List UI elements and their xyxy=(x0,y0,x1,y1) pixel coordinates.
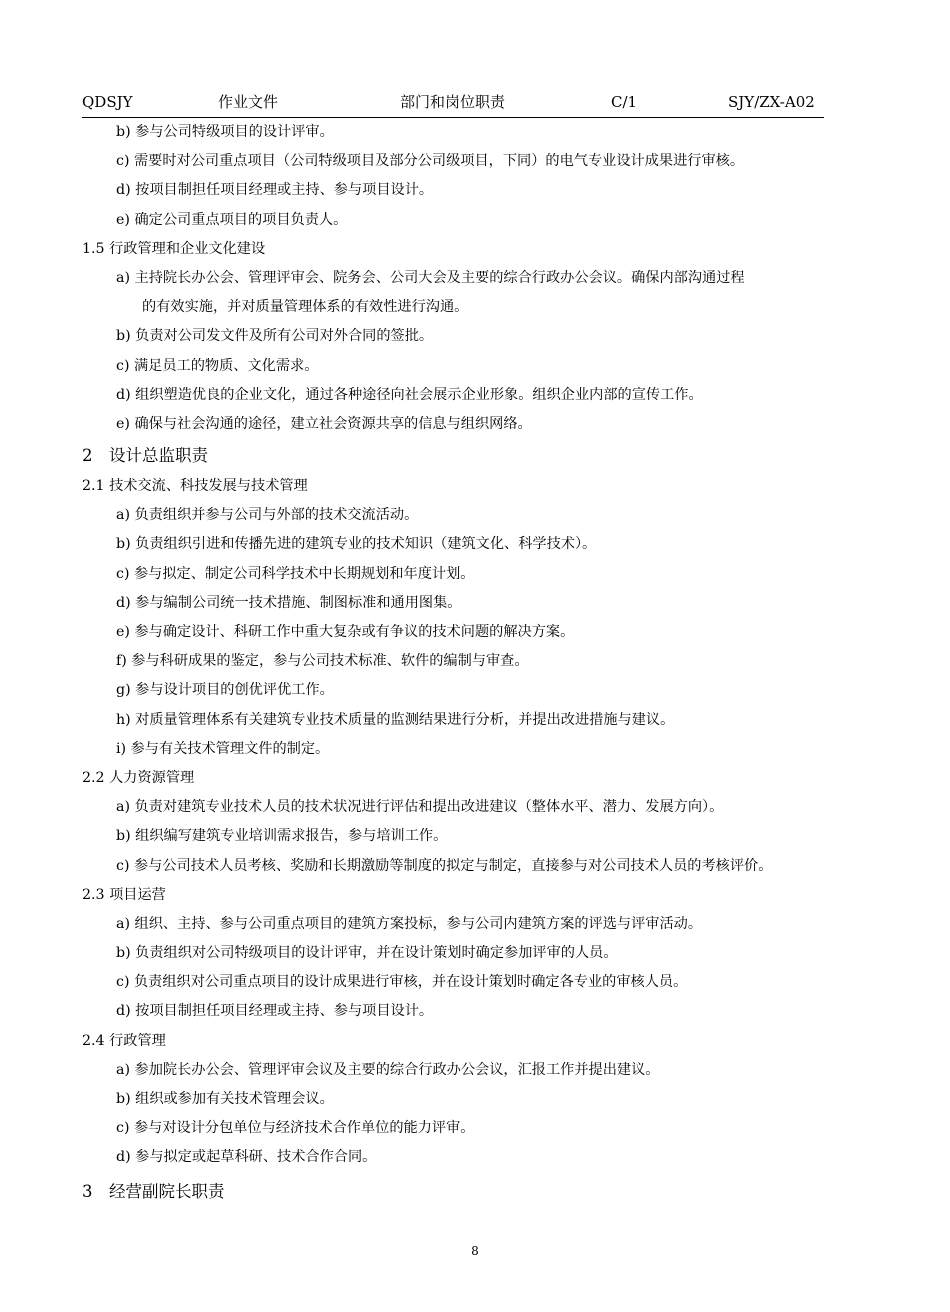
list-item: b) 参与公司特级项目的设计评审。 xyxy=(116,124,334,140)
header-doc-title: 部门和岗位职责 xyxy=(400,93,506,111)
subsection-heading: 2.2 人力资源管理 xyxy=(82,769,195,786)
list-item: b) 负责组织引进和传播先进的建筑专业的技术知识（建筑文化、科学技术）。 xyxy=(116,536,597,553)
section-heading xyxy=(82,1176,882,1208)
list-item: d) 参与编制公司统一技术措施、制图标准和通用图集。 xyxy=(116,594,462,611)
list-item-continuation: 的有效实施，并对质量管理体系的有效性进行沟通。 xyxy=(142,299,469,316)
list-item: d) 按项目制担任项目经理或主持、参与项目设计。 xyxy=(116,1003,434,1020)
list-item: a) 负责组织并参与公司与外部的技术交流活动。 xyxy=(116,507,419,524)
list-item: c) 需要时对公司重点项目（公司特级项目及部分公司级项目，下同）的电气专业设计成果进行审核。 xyxy=(116,153,745,170)
list-item: a) 组织、主持、参与公司重点项目的建筑方案投标，参与公司内建筑方案的评选与评审活动。 xyxy=(116,915,703,932)
header-version: C/1 xyxy=(611,93,638,111)
header-doc-number: SJY/ZX-A02 xyxy=(728,93,815,111)
list-item: h) 对质量管理体系有关建筑专业技术质量的监测结果进行分析，并提出改进措施与建议。 xyxy=(116,711,675,728)
list-item: b) 负责组织对公司特级项目的设计评审，并在设计策划时确定参加评审的人员。 xyxy=(116,945,618,962)
list-item: a) 参加院长办公会、管理评审会议及主要的综合行政办公会议，汇报工作并提出建议。 xyxy=(116,1061,660,1078)
subsection-heading: 2.3 项目运营 xyxy=(82,886,166,903)
subsection-heading: 1.5 行政管理和企业文化建设 xyxy=(82,240,266,257)
list-item: c) 参与公司技术人员考核、奖励和长期激励等制度的拟定与制定，直接参与对公司技术人员的考核评价。 xyxy=(116,857,773,874)
list-item: i) 参与有关技术管理文件的制定。 xyxy=(116,740,330,757)
list-item: b) 负责对公司发文件及所有公司对外合同的签批。 xyxy=(116,328,434,345)
list-item: g) 参与设计项目的创优评优工作。 xyxy=(116,682,334,699)
list-item: c) 参与对设计分包单位与经济技术合作单位的能力评审。 xyxy=(116,1120,475,1137)
list-item: c) 负责组织对公司重点项目的设计成果进行审核，并在设计策划时确定各专业的审核人员。 xyxy=(116,974,688,991)
section-number: 2 xyxy=(82,446,93,466)
list-item: f) 参与科研成果的鉴定，参与公司技术标准、软件的编制与审查。 xyxy=(116,653,529,670)
list-item: d) 按项目制担任项目经理或主持、参与项目设计。 xyxy=(116,182,434,199)
section-number: 3 xyxy=(82,1181,93,1201)
list-item: a) 主持院长办公会、管理评审会、院务会、公司大会及主要的综合行政办公会议。确保内部沟通过程 xyxy=(116,269,745,286)
list-item: d) 参与拟定或起草科研、技术合作合同。 xyxy=(116,1149,377,1166)
page-number: 8 xyxy=(471,1244,479,1258)
header-doc-type: 作业文件 xyxy=(218,93,279,111)
section-heading xyxy=(82,440,882,472)
list-item: e) 参与确定设计、科研工作中重大复杂或有争议的技术问题的解决方案。 xyxy=(116,624,575,640)
subsection-heading: 2.4 行政管理 xyxy=(82,1032,166,1049)
list-item: d) 组织塑造优良的企业文化，通过各种途径向社会展示企业形象。组织企业内部的宣传工作。 xyxy=(116,386,703,403)
list-item: c) 参与拟定、制定公司科学技术中长期规划和年度计划。 xyxy=(116,565,475,582)
subsection-heading: 2.1 技术交流、科技发展与技术管理 xyxy=(82,478,308,495)
list-item: b) 组织编写建筑专业培训需求报告，参与培训工作。 xyxy=(116,828,448,845)
list-item: e) 确定公司重点项目的项目负责人。 xyxy=(116,211,348,228)
list-item: c) 满足员工的物质、文化需求。 xyxy=(116,357,319,374)
section-title: 设计总监职责 xyxy=(109,446,208,466)
list-item: b) 组织或参加有关技术管理会议。 xyxy=(116,1091,334,1107)
header-company-code: QDSJY xyxy=(82,93,133,111)
section-title: 经营副院长职责 xyxy=(109,1181,225,1201)
document-header xyxy=(82,91,824,118)
document-body xyxy=(82,118,882,1208)
list-item: e) 确保与社会沟通的途径，建立社会资源共享的信息与组织网络。 xyxy=(116,415,532,432)
list-item: a) 负责对建筑专业技术人员的技术状况进行评估和提出改进建议（整体水平、潜力、发展方向）。 xyxy=(116,799,724,816)
